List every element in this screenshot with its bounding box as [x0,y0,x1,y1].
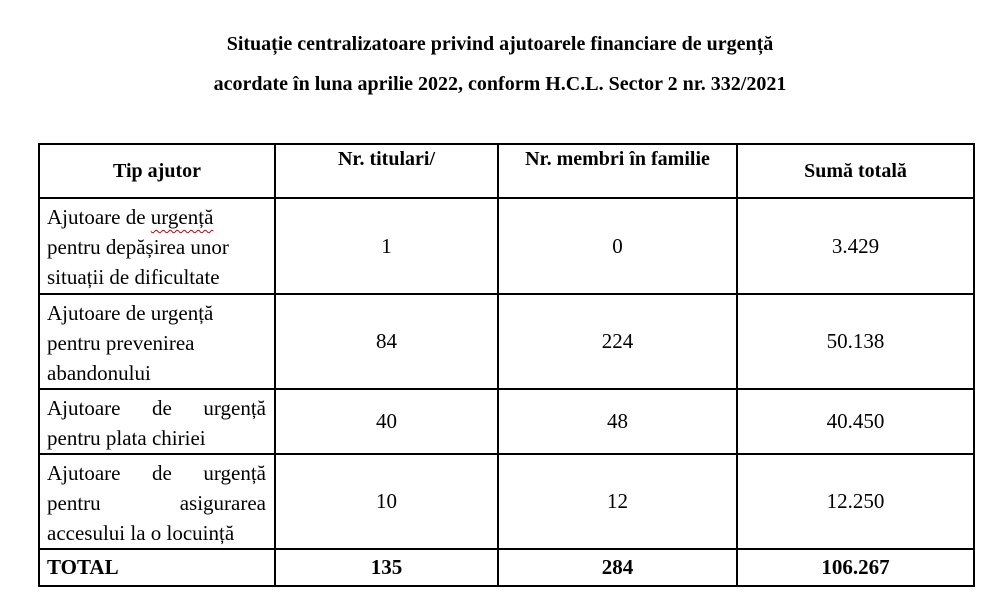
tip-ajutor-cell [39,294,275,389]
tip-ajutor-line: accesului la o locuință [47,521,235,545]
header-cell: Nr. titulari/ [275,144,498,198]
tip-ajutor-line: pentru prevenirea [47,331,195,355]
total-nr-membri: 284 [498,549,737,586]
tip-ajutor-line: Ajutoare de urgență [47,205,214,229]
table-row [39,389,974,454]
nr-titulari-cell: 84 [275,294,498,389]
tip-ajutor-line: Ajutoare de urgență [47,396,266,420]
aid-summary-table [38,143,975,587]
tip-ajutor-cell [39,198,275,294]
table-row [39,294,974,389]
total-suma: 106.267 [737,549,974,586]
tip-ajutor-line: abandonului [47,361,151,385]
tip-ajutor-line: pentru plata chiriei [47,426,206,450]
total-label: TOTAL [39,549,275,586]
tip-ajutor-line: Ajutoare de urgență [47,461,266,485]
nr-titulari-cell: 1 [275,198,498,294]
spellcheck-underline: urgență [150,205,214,229]
total-nr-titulari: 135 [275,549,498,586]
tip-ajutor-line: pentru asigurarea [47,491,266,515]
tip-ajutor-line: Ajutoare de urgență [47,301,214,325]
suma-totala-cell: 40.450 [737,389,974,454]
title-line-2: acordate în luna aprilie 2022, conform H.C.L. Sector 2 nr. 332/2021 [213,73,787,95]
header-cell: Tip ajutor [39,144,275,198]
nr-membri-cell: 12 [498,454,737,549]
nr-membri-cell: 224 [498,294,737,389]
table-body [39,198,974,549]
header-cell: Sumă totală [737,144,974,198]
nr-titulari-cell: 10 [275,454,498,549]
tip-ajutor-cell [39,454,275,549]
tip-ajutor-cell [39,389,275,454]
suma-totala-cell: 50.138 [737,294,974,389]
table-row [39,454,974,549]
nr-titulari-cell: 40 [275,389,498,454]
nr-membri-cell: 48 [498,389,737,454]
title-line-1: Situație centralizatoare privind ajutoarele financiare de urgență [226,33,774,55]
header-cell: Nr. membri în familie [498,144,737,198]
tip-ajutor-line: pentru depășirea unor [47,235,229,259]
total-row [39,549,974,586]
suma-totala-cell: 12.250 [737,454,974,549]
suma-totala-cell: 3.429 [737,198,974,294]
document-title [0,24,1000,104]
tip-ajutor-line: situații de dificultate [47,265,220,289]
header-row [39,144,974,198]
table-row [39,198,974,294]
nr-membri-cell: 0 [498,198,737,294]
